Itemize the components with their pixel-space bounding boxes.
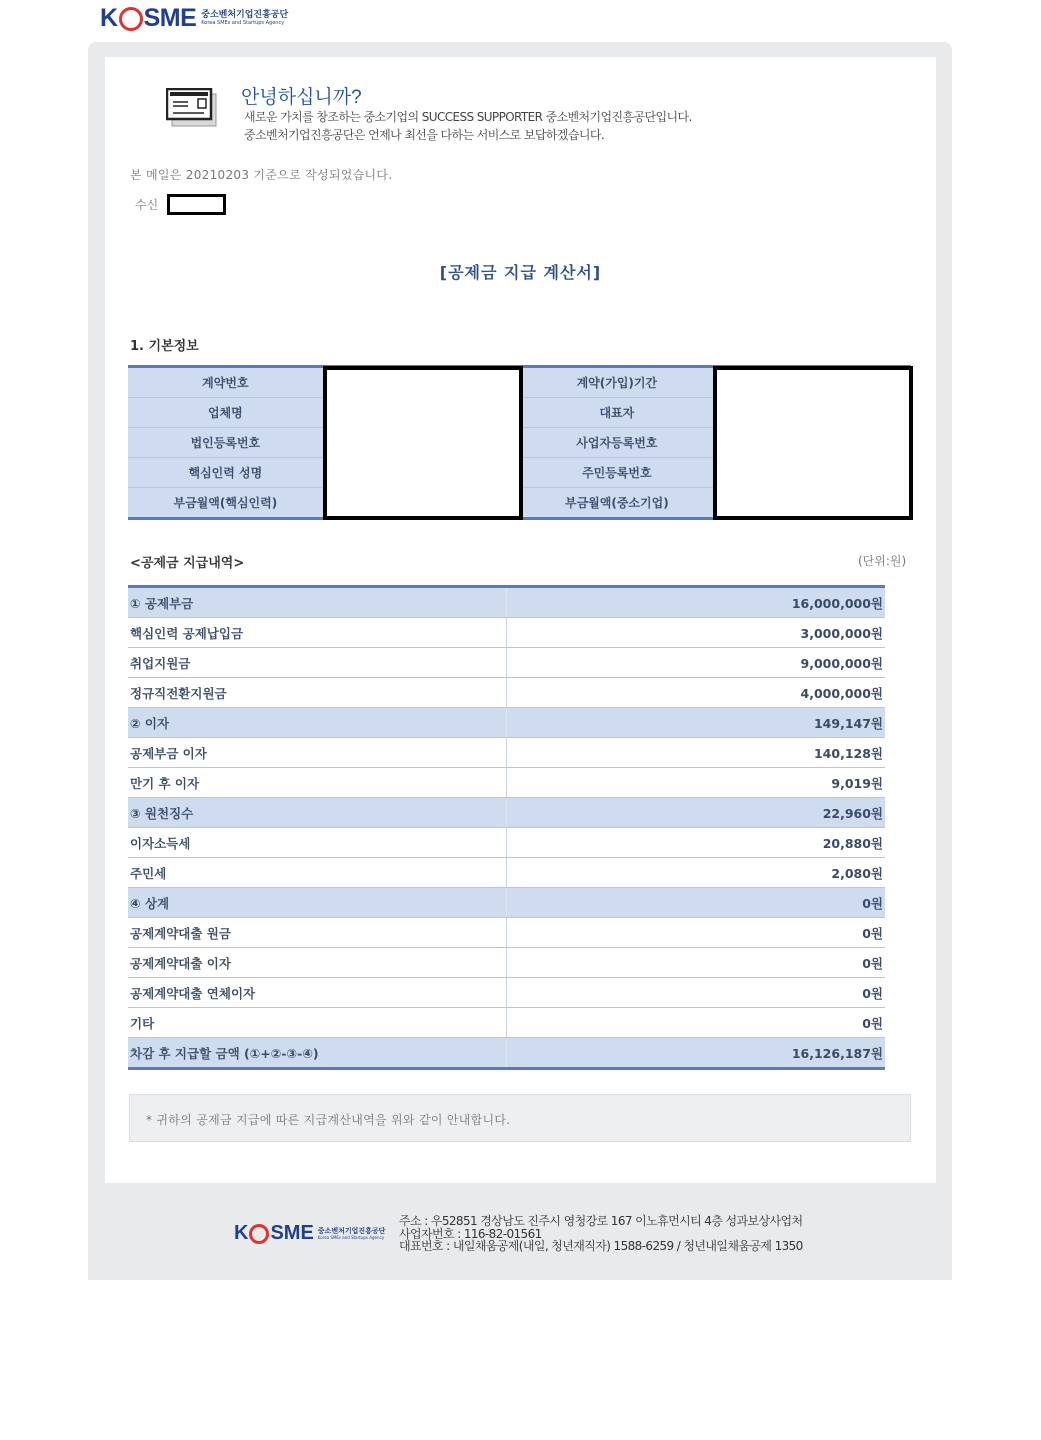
payment-amount: 9,000,000원 (507, 648, 886, 678)
mail-document-icon (166, 88, 218, 128)
info-label: 대표자 (519, 398, 714, 428)
section-title-payment: <공제금 지급내역> (130, 556, 245, 571)
payment-row (128, 918, 885, 948)
payment-row (128, 738, 885, 768)
redacted-values-left (323, 366, 523, 520)
footer-kosme-logo (234, 1222, 385, 1245)
section-title-basic-info: 1. 기본정보 (130, 339, 199, 354)
payment-label: 공제계약대출 이자 (128, 948, 507, 978)
payment-amount: 0원 (507, 978, 886, 1008)
payment-label: 공제계약대출 연체이자 (128, 978, 507, 1008)
logo-korean-name: 중소벤처기업진흥공단 (317, 1226, 386, 1235)
info-label: 부금월액(핵심인력) (128, 488, 323, 519)
logo-letter: K (100, 4, 118, 32)
payment-label: 정규직전환지원금 (128, 678, 507, 708)
greeting-line: 새로운 가치를 창조하는 중소기업의 SUCCESS SUPPORTER 중소벤처기업진흥공단입니다. (244, 110, 692, 124)
payment-row (128, 678, 885, 708)
mail-date-note: 본 메일은 20210203 기준으로 작성되었습니다. (130, 168, 393, 182)
footer-address: 주소 : 우52851 경상남도 진주시 영청강로 167 이노휴먼시티 4층 성과보상사업처 (399, 1214, 803, 1228)
footer-business-number: 사업자번호 : 116-82-01561 (399, 1227, 542, 1241)
payment-label: ④ 상계 (128, 888, 507, 918)
redacted-values-right (713, 366, 913, 520)
payment-label: 공제부금 이자 (128, 738, 507, 768)
kosme-logo (100, 4, 288, 33)
payment-row (128, 978, 885, 1008)
payment-label: 주민세 (128, 858, 507, 888)
payment-label: ② 이자 (128, 708, 507, 738)
recipient-redacted (167, 194, 226, 215)
payment-amount: 149,147원 (507, 708, 886, 738)
payment-label: 차감 후 지급할 금액 (①+②-③-④) (128, 1038, 507, 1069)
payment-table (128, 585, 885, 1070)
info-label: 사업자등록번호 (519, 428, 714, 458)
payment-label: ① 공제부금 (128, 587, 507, 618)
payment-row (128, 1008, 885, 1038)
document-title: [공제금 지급 계산서] (439, 263, 602, 282)
payment-amount: 0원 (507, 1008, 886, 1038)
recipient-label: 수신 (135, 198, 159, 212)
payment-row (128, 948, 885, 978)
payment-row (128, 858, 885, 888)
payment-amount: 2,080원 (507, 858, 886, 888)
payment-label: ③ 원천징수 (128, 798, 507, 828)
info-label: 계약(가입)기간 (519, 367, 714, 398)
logo-letters: SME (143, 4, 197, 32)
greeting-title: 안녕하십니까? (241, 87, 362, 108)
logo-english-name: Korea SMEs and Startups Agency (317, 1234, 385, 1240)
payment-summary-row (128, 708, 885, 738)
payment-summary-row (128, 888, 885, 918)
info-label: 업체명 (128, 398, 323, 428)
notice-box (129, 1094, 911, 1142)
logo-o-circle-icon (249, 1224, 269, 1244)
payment-amount: 4,000,000원 (507, 678, 886, 708)
info-label: 핵심인력 성명 (128, 458, 323, 488)
notice-text: * 귀하의 공제금 지급에 따른 지급계산내역을 위와 같이 안내합니다. (146, 1113, 511, 1127)
payment-row (128, 828, 885, 858)
info-label: 부금월액(중소기업) (519, 488, 714, 519)
payment-amount: 16,126,187원 (507, 1038, 886, 1069)
logo-korean-name: 중소벤처기업진흥공단 (201, 10, 289, 20)
info-label: 주민등록번호 (519, 458, 714, 488)
payment-amount: 140,128원 (507, 738, 886, 768)
info-label: 계약번호 (128, 367, 323, 398)
payment-summary-row (128, 1038, 885, 1069)
payment-label: 만기 후 이자 (128, 768, 507, 798)
payment-summary-row (128, 798, 885, 828)
payment-label: 취업지원금 (128, 648, 507, 678)
logo-o-circle-icon (119, 7, 143, 31)
footer-phone: 대표번호 : 내일채움공제(내일, 청년재직자) 1588-6259 / 청년내일채움공제 1350 (399, 1239, 803, 1253)
payment-amount: 0원 (507, 918, 886, 948)
payment-amount: 20,880원 (507, 828, 886, 858)
info-label: 법인등록번호 (128, 428, 323, 458)
unit-label: (단위:원) (858, 554, 907, 568)
payment-label: 기타 (128, 1008, 507, 1038)
payment-label: 공제계약대출 원금 (128, 918, 507, 948)
payment-row (128, 648, 885, 678)
payment-amount: 0원 (507, 948, 886, 978)
logo-english-name: Korea SMEs and Startups Agency (201, 20, 285, 26)
payment-amount: 9,019원 (507, 768, 886, 798)
payment-amount: 16,000,000원 (507, 587, 886, 618)
payment-amount: 3,000,000원 (507, 618, 886, 648)
payment-amount: 0원 (507, 888, 886, 918)
logo-letter: K (234, 1222, 249, 1244)
payment-label: 핵심인력 공제납입금 (128, 618, 507, 648)
payment-amount: 22,960원 (507, 798, 886, 828)
logo-letters: SME (270, 1222, 314, 1244)
payment-label: 이자소득세 (128, 828, 507, 858)
greeting-line: 중소벤처기업진흥공단은 언제나 최선을 다하는 서비스로 보답하겠습니다. (244, 128, 605, 142)
payment-row (128, 618, 885, 648)
payment-row (128, 768, 885, 798)
payment-summary-row (128, 587, 885, 618)
